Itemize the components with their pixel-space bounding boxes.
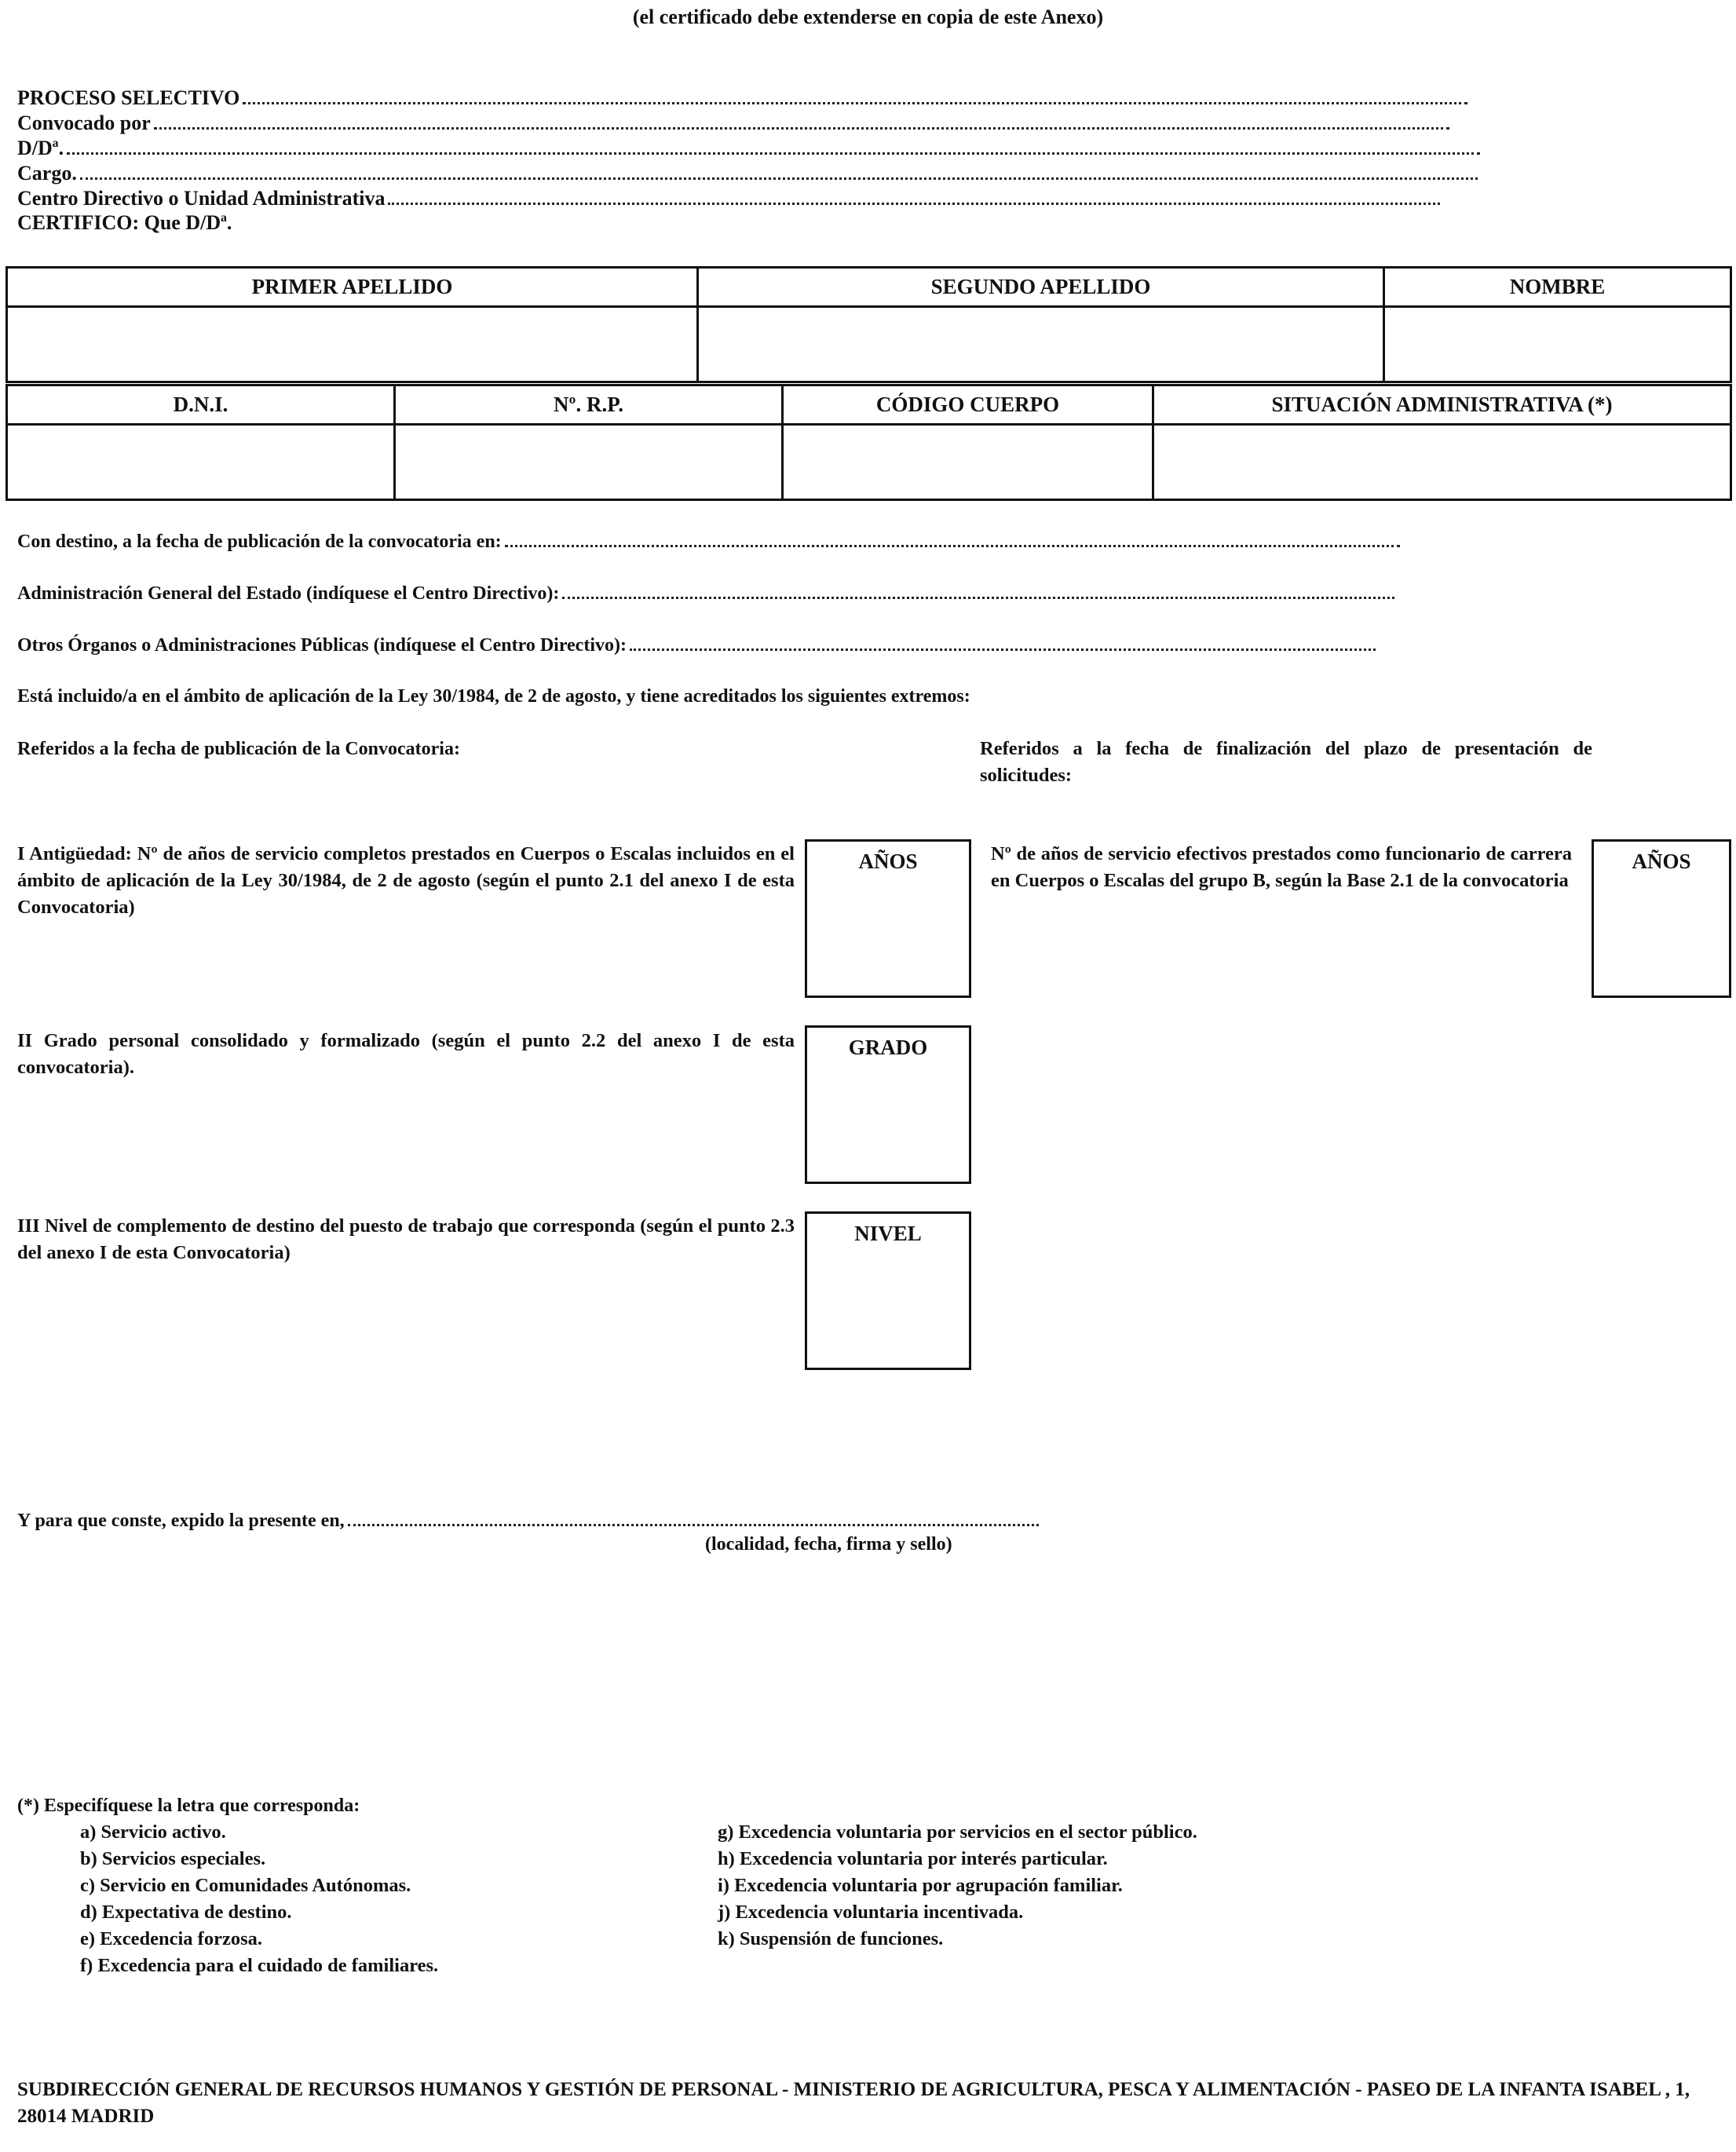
cell-primer-apellido[interactable]	[7, 307, 698, 382]
nivel-box-label: NIVEL	[854, 1222, 922, 1245]
section-ii-text: II Grado personal consolidado y formalizado (según el punto 2.2 del anexo I de esta convocatoria).	[17, 1030, 795, 1078]
referidos-left: Referidos a la fecha de publicación de la Convocatoria:	[17, 739, 460, 759]
footer-address: SUBDIRECCIÓN GENERAL DE RECURSOS HUMANOS Y GESTIÓN DE PERSONAL - MINISTERIO DE AGRICULTURA, PESCA Y ALIMENTACIÓN - PASEO DE LA INFANTA ISABEL , 1, 28014 MADRID	[17, 2079, 1690, 2127]
field-label: D/Dª.	[17, 137, 64, 159]
anos-box-left[interactable]	[805, 839, 971, 998]
list-item: f) Excedencia para el cuidado de familiares.	[80, 1955, 439, 1976]
list-item: j) Excedencia voluntaria incentivada.	[718, 1902, 1024, 1923]
cell-situacion-administrativa[interactable]	[1153, 425, 1731, 500]
list-item: c) Servicio en Comunidades Autónomas.	[80, 1875, 411, 1896]
age-label: Administración General del Estado (indíquese el Centro Directivo):	[17, 583, 560, 604]
header-dni: D.N.I.	[7, 385, 395, 425]
list-item: i) Excedencia voluntaria por agrupación familiar.	[718, 1875, 1123, 1896]
dotted-leader	[388, 185, 1440, 205]
id-table	[5, 384, 1732, 501]
dotted-leader	[630, 631, 1376, 651]
names-table	[5, 266, 1732, 383]
field-proceso-selectivo	[17, 85, 1467, 111]
closing-line	[17, 1507, 1039, 1534]
footnote-title: (*) Especifíquese la letra que corresponda:	[17, 1796, 360, 1816]
dotted-leader	[505, 528, 1400, 547]
dotted-leader	[67, 135, 1480, 155]
destino-line	[17, 528, 1400, 555]
field-centro-directivo	[17, 185, 1440, 211]
field-cargo	[17, 160, 1478, 186]
section-iii-text: III Nivel de complemento de destino del puesto de trabajo que corresponda (según el punto 2.3 del anexo I de esta Convocatoria)	[17, 1215, 795, 1263]
incluido-line: Está incluido/a en el ámbito de aplicación de la Ley 30/1984, de 2 de agosto, y tiene acreditados los siguientes extremos:	[17, 686, 970, 707]
otros-organos-label: Otros Órganos o Administraciones Públicas (indíquese el Centro Directivo):	[17, 635, 627, 656]
closing-label: Y para que conste, expido la presente en,	[17, 1511, 345, 1531]
field-label: Cargo.	[17, 162, 77, 185]
destino-label: Con destino, a la fecha de publicación de la convocatoria en:	[17, 532, 502, 552]
cell-nombre[interactable]	[1384, 307, 1731, 382]
anos-box-right[interactable]	[1592, 839, 1731, 998]
cell-codigo-cuerpo[interactable]	[783, 425, 1153, 500]
header-codigo-cuerpo: CÓDIGO CUERPO	[783, 385, 1153, 425]
list-item: h) Excedencia voluntaria por interés particular.	[718, 1848, 1108, 1869]
header-situacion-administrativa: SITUACIÓN ADMINISTRATIVA (*)	[1153, 385, 1731, 425]
dotted-leader	[348, 1507, 1039, 1526]
cell-nrp[interactable]	[395, 425, 783, 500]
list-item: e) Excedencia forzosa.	[80, 1928, 262, 1949]
section-i-text: I Antigüedad: Nº de años de servicio completos prestados en Cuerpos o Escalas incluidos en el ámbito de aplicación de la Ley 30/1984, de 2 de agosto (según el punto 2.1 del anexo I de esta Convocatoria)	[17, 843, 795, 918]
grado-box-label: GRADO	[848, 1036, 928, 1059]
list-item: a) Servicio activo.	[80, 1821, 226, 1843]
list-item: k) Suspensión de funciones.	[718, 1928, 944, 1949]
referidos-right: Referidos a la fecha de finalización del plazo de presentación de solicitudes:	[980, 738, 1592, 786]
otros-organos-line	[17, 631, 1376, 659]
age-line	[17, 579, 1394, 607]
dotted-leader	[562, 579, 1394, 599]
grado-box[interactable]	[805, 1025, 971, 1184]
header-note: (el certificado debe extenderse en copia de este Anexo)	[632, 5, 1104, 28]
field-label: PROCESO SELECTIVO	[17, 86, 240, 109]
anos-box-label: AÑOS	[1632, 849, 1691, 873]
field-label: Centro Directivo o Unidad Administrativa	[17, 187, 386, 210]
cell-segundo-apellido[interactable]	[698, 307, 1384, 382]
header-primer-apellido: PRIMER APELLIDO	[7, 268, 698, 307]
footnote-list-right	[718, 1819, 1197, 1953]
header-nombre: NOMBRE	[1384, 268, 1731, 307]
field-label: Convocado por	[17, 111, 151, 134]
nivel-box[interactable]	[805, 1211, 971, 1370]
anos-box-label: AÑOS	[858, 849, 918, 873]
header-segundo-apellido: SEGUNDO APELLIDO	[698, 268, 1384, 307]
list-item: d) Expectativa de destino.	[80, 1902, 292, 1923]
dotted-leader	[80, 160, 1478, 180]
header-nrp: Nº. R.P.	[395, 385, 783, 425]
section-right-text: Nº de años de servicio efectivos prestados como funcionario de carrera en Cuerpos o Escalas del grupo B, según la Base 2.1 de la convocatoria	[991, 843, 1572, 891]
field-convocado-por	[17, 110, 1449, 136]
cell-dni[interactable]	[7, 425, 395, 500]
certifico-line: CERTIFICO: Que D/Dª.	[17, 211, 232, 234]
closing-note: (localidad, fecha, firma y sello)	[705, 1534, 952, 1555]
list-item: b) Servicios especiales.	[80, 1848, 266, 1869]
footnote-list-left	[80, 1819, 438, 1979]
dotted-leader	[243, 85, 1467, 104]
field-d-da	[17, 135, 1480, 161]
list-item: g) Excedencia voluntaria por servicios en el sector público.	[718, 1821, 1197, 1843]
dotted-leader	[154, 110, 1449, 130]
